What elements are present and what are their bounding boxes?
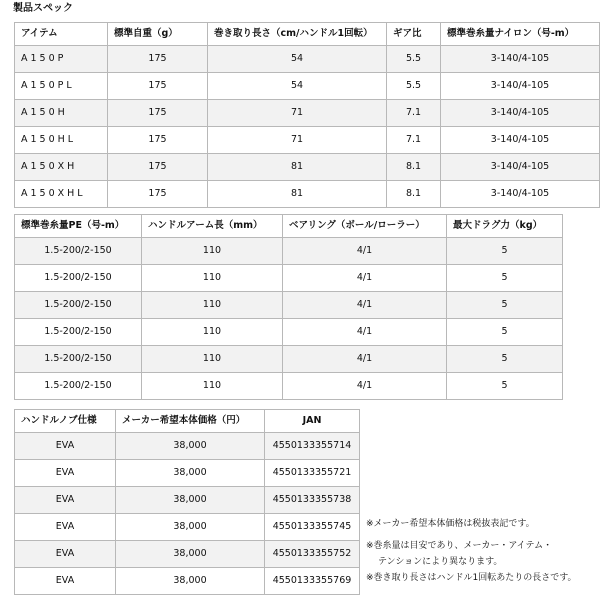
table-header-row [15,410,360,433]
table-row [15,346,563,373]
cell-item: A150XH [15,154,108,181]
cell-knob: EVA [15,460,116,487]
cell-retrieve: 71 [208,127,387,154]
table-row [15,265,563,292]
header-item: アイテム [15,23,108,46]
cell-weight: 175 [108,73,208,100]
table-row [15,181,600,208]
cell-bearings: 4/1 [283,319,447,346]
cell-gear-ratio: 5.5 [387,73,441,100]
table-header-row [15,215,563,238]
cell-bearings: 4/1 [283,238,447,265]
cell-jan: 4550133355714 [265,433,360,460]
cell-weight: 175 [108,46,208,73]
cell-handle-length: 110 [142,373,283,400]
cell-item: A150P [15,46,108,73]
note-line-capacity-cont: テンションにより異なります。 [378,557,503,567]
spec-table-line-drag [14,214,563,400]
cell-item: A150PL [15,73,108,100]
table-row [15,238,563,265]
spec-table-main [14,22,600,208]
footnotes [366,516,577,586]
cell-gear-ratio: 7.1 [387,100,441,127]
header-bearings: ベアリング（ボール/ローラー） [283,215,447,238]
table-row [15,73,600,100]
table-row [15,373,563,400]
cell-handle-length: 110 [142,346,283,373]
cell-weight: 175 [108,154,208,181]
cell-max-drag: 5 [447,346,563,373]
cell-nylon-capacity: 3-140/4-105 [441,100,600,127]
table-row [15,46,600,73]
cell-handle-length: 110 [142,265,283,292]
cell-jan: 4550133355738 [265,487,360,514]
cell-nylon-capacity: 3-140/4-105 [441,73,600,100]
cell-bearings: 4/1 [283,346,447,373]
cell-knob: EVA [15,514,116,541]
header-retrieve: 巻き取り長さ（cm/ハンドル1回転） [208,23,387,46]
header-price: メーカー希望本体価格（円） [116,410,265,433]
cell-item: A150XHL [15,181,108,208]
cell-jan: 4550133355752 [265,541,360,568]
header-handle-length: ハンドルアーム長（mm） [142,215,283,238]
cell-max-drag: 5 [447,265,563,292]
note-price-tax: ※メーカー希望本体価格は税抜表記です。 [366,519,535,529]
cell-price: 38,000 [116,460,265,487]
cell-handle-length: 110 [142,319,283,346]
cell-knob: EVA [15,433,116,460]
cell-pe-capacity: 1.5-200/2-150 [15,265,142,292]
cell-price: 38,000 [116,568,265,595]
cell-nylon-capacity: 3-140/4-105 [441,181,600,208]
cell-bearings: 4/1 [283,373,447,400]
cell-nylon-capacity: 3-140/4-105 [441,154,600,181]
note-retrieve-length: ※巻き取り長さはハンドル1回転あたりの長さです。 [366,573,577,583]
cell-nylon-capacity: 3-140/4-105 [441,46,600,73]
cell-retrieve: 54 [208,46,387,73]
cell-gear-ratio: 7.1 [387,127,441,154]
table-row [15,460,360,487]
cell-price: 38,000 [116,433,265,460]
cell-pe-capacity: 1.5-200/2-150 [15,319,142,346]
cell-handle-length: 110 [142,238,283,265]
table-row [15,514,360,541]
table-row [15,127,600,154]
cell-max-drag: 5 [447,238,563,265]
cell-nylon-capacity: 3-140/4-105 [441,127,600,154]
cell-gear-ratio: 5.5 [387,46,441,73]
spec-table-price [14,409,360,595]
cell-weight: 175 [108,181,208,208]
cell-handle-length: 110 [142,292,283,319]
table-row [15,541,360,568]
cell-item: A150H [15,100,108,127]
cell-bearings: 4/1 [283,265,447,292]
table-header-row [15,23,600,46]
cell-bearings: 4/1 [283,292,447,319]
cell-pe-capacity: 1.5-200/2-150 [15,238,142,265]
cell-jan: 4550133355769 [265,568,360,595]
cell-item: A150HL [15,127,108,154]
cell-jan: 4550133355745 [265,514,360,541]
header-weight: 標準自重（g） [108,23,208,46]
cell-jan: 4550133355721 [265,460,360,487]
cell-weight: 175 [108,100,208,127]
cell-gear-ratio: 8.1 [387,154,441,181]
cell-weight: 175 [108,127,208,154]
header-pe-capacity: 標準巻糸量PE（号-m） [15,215,142,238]
cell-knob: EVA [15,568,116,595]
cell-retrieve: 81 [208,154,387,181]
header-max-drag: 最大ドラグ力（kg） [447,215,563,238]
table-row [15,433,360,460]
cell-knob: EVA [15,541,116,568]
cell-knob: EVA [15,487,116,514]
table-row [15,154,600,181]
header-nylon-capacity: 標準巻糸量ナイロン（号-m） [441,23,600,46]
header-gear-ratio: ギア比 [387,23,441,46]
table-row [15,100,600,127]
cell-gear-ratio: 8.1 [387,181,441,208]
cell-pe-capacity: 1.5-200/2-150 [15,373,142,400]
table-row [15,568,360,595]
cell-max-drag: 5 [447,373,563,400]
page-title: 製品スペック [13,3,73,14]
cell-pe-capacity: 1.5-200/2-150 [15,292,142,319]
cell-retrieve: 81 [208,181,387,208]
cell-retrieve: 71 [208,100,387,127]
cell-max-drag: 5 [447,292,563,319]
header-jan: JAN [265,410,360,433]
cell-price: 38,000 [116,541,265,568]
cell-retrieve: 54 [208,73,387,100]
table-row [15,319,563,346]
cell-max-drag: 5 [447,319,563,346]
note-line-capacity: ※巻糸量は目安であり、メーカー・アイテム・ [366,541,553,551]
table-row [15,292,563,319]
header-knob: ハンドルノブ仕様 [15,410,116,433]
table-row [15,487,360,514]
cell-price: 38,000 [116,487,265,514]
cell-price: 38,000 [116,514,265,541]
cell-pe-capacity: 1.5-200/2-150 [15,346,142,373]
